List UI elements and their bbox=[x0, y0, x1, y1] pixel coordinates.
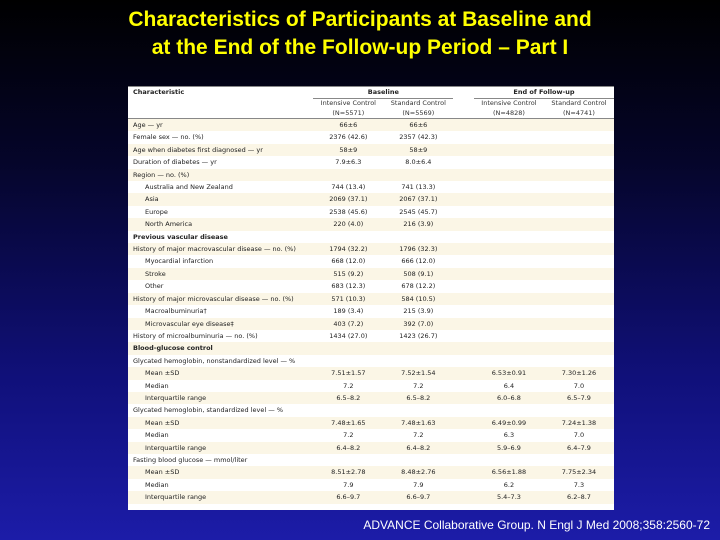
end-standard-value: 6.5–7.9 bbox=[567, 393, 591, 402]
row-label: History of microalbuminuria — no. (%) bbox=[133, 331, 258, 340]
row-label: Region — no. (%) bbox=[133, 170, 190, 179]
baseline-intensive-value: 7.2 bbox=[343, 381, 354, 390]
baseline-standard-value: 1423 (26.7) bbox=[399, 331, 438, 340]
baseline-intensive-value bbox=[313, 454, 383, 466]
end-standard-value bbox=[544, 181, 614, 193]
row-label: Female sex — no. (%) bbox=[133, 133, 204, 142]
end-intensive-value bbox=[474, 181, 544, 193]
citation: ADVANCE Collaborative Group. N Engl J Med 2008;358:2560-72 bbox=[363, 518, 710, 532]
row-label: Age when diabetes first diagnosed — yr bbox=[133, 145, 263, 154]
end-intensive-value: 6.53±0.91 bbox=[491, 369, 527, 378]
row-label: Age — yr bbox=[133, 121, 163, 129]
table-row bbox=[128, 268, 614, 280]
row-label: Fasting blood glucose — mmol/liter bbox=[133, 455, 248, 464]
end-standard-value bbox=[544, 305, 614, 317]
baseline-intensive-value: 6.5–8.2 bbox=[336, 393, 361, 402]
baseline-standard-value: 6.5–8.2 bbox=[406, 393, 431, 402]
table-row bbox=[128, 156, 614, 168]
end-intensive-value bbox=[474, 119, 544, 132]
end-standard-value bbox=[544, 280, 614, 292]
table-subheader-row bbox=[128, 99, 614, 109]
baseline-standard-value: 7.2 bbox=[413, 431, 424, 440]
baseline-intensive-value: 6.4–8.2 bbox=[336, 443, 361, 452]
baseline-standard-header: Standard Control bbox=[390, 99, 446, 107]
end-intensive-value: 6.2 bbox=[503, 480, 515, 489]
baseline-intensive-value: 7.48±1.65 bbox=[331, 418, 366, 427]
end-standard-value bbox=[544, 255, 614, 267]
end-intensive-value bbox=[474, 156, 544, 168]
baseline-standard-value: 6.6–9.7 bbox=[406, 493, 431, 502]
baseline-standard-value: 7.48±1.63 bbox=[401, 418, 436, 427]
baseline-standard-value: 2357 (42.3) bbox=[399, 133, 438, 142]
end-intensive-value: 6.49±0.99 bbox=[491, 418, 527, 427]
end-standard-value bbox=[544, 355, 614, 367]
table-row bbox=[128, 429, 614, 441]
end-standard-value bbox=[544, 330, 614, 342]
end-standard-value bbox=[544, 144, 614, 156]
end-standard-value: 6.2–8.7 bbox=[567, 493, 591, 502]
baseline-standard-value bbox=[383, 355, 453, 367]
table-row bbox=[128, 454, 614, 466]
baseline-standard-value bbox=[383, 169, 453, 181]
baseline-standard-value bbox=[383, 454, 453, 466]
baseline-header: Baseline bbox=[313, 87, 453, 99]
table-row bbox=[128, 119, 614, 132]
table-row bbox=[128, 169, 614, 181]
baseline-standard-value bbox=[383, 231, 453, 243]
end-intensive-value bbox=[474, 318, 544, 330]
row-label: Other bbox=[145, 282, 164, 291]
table-row bbox=[128, 305, 614, 317]
end-intensive-value bbox=[474, 131, 544, 143]
table-row bbox=[128, 193, 614, 205]
table-row bbox=[128, 392, 614, 404]
characteristic-header: Characteristic bbox=[133, 88, 185, 97]
baseline-intensive-value: 571 (10.3) bbox=[331, 294, 366, 303]
end-intensive-value bbox=[474, 454, 544, 466]
end-standard-value bbox=[544, 293, 614, 305]
baseline-intensive-value: 515 (9.2) bbox=[333, 269, 364, 278]
baseline-intensive-value: 683 (12.3) bbox=[331, 282, 366, 291]
end-standard-value bbox=[544, 193, 614, 205]
baseline-intensive-value: 2538 (45.6) bbox=[329, 207, 368, 216]
end-standard-value bbox=[544, 342, 614, 354]
baseline-intensive-value: 744 (13.4) bbox=[331, 183, 366, 192]
baseline-intensive-value: 1794 (32.2) bbox=[329, 245, 368, 254]
end-standard-value: 7.0 bbox=[573, 381, 585, 390]
row-label: Mean ±SD bbox=[145, 369, 180, 378]
row-label: Median bbox=[145, 431, 169, 440]
table-row bbox=[128, 293, 614, 305]
row-label: Australia and New Zealand bbox=[145, 183, 233, 192]
baseline-intensive-value: 220 (4.0) bbox=[333, 220, 364, 229]
row-label: Asia bbox=[145, 195, 159, 204]
row-label: Glycated hemoglobin, nonstandardized level — % bbox=[133, 356, 296, 365]
row-label: Stroke bbox=[145, 269, 166, 278]
table-row bbox=[128, 330, 614, 342]
end-intensive-value: 5.4–7.3 bbox=[496, 493, 521, 502]
table-row bbox=[128, 404, 614, 416]
row-label: Interquartile range bbox=[145, 493, 207, 502]
baseline-intensive-value: 668 (12.0) bbox=[331, 257, 366, 266]
table-row bbox=[128, 255, 614, 267]
baseline-standard-value: 741 (13.3) bbox=[401, 183, 436, 192]
end-intensive-value bbox=[474, 293, 544, 305]
end-standard-value: 7.3 bbox=[573, 480, 585, 489]
row-label: Microvascular eye disease‡ bbox=[145, 319, 234, 328]
baseline-intensive-n: (N=5571) bbox=[313, 109, 383, 119]
table-row bbox=[128, 131, 614, 143]
baseline-standard-value: 215 (3.9) bbox=[403, 307, 434, 316]
row-label: History of major microvascular disease — no. (%) bbox=[133, 294, 294, 303]
baseline-standard-value: 584 (10.5) bbox=[401, 294, 436, 303]
end-intensive-value bbox=[474, 268, 544, 280]
end-standard-header: Standard Control bbox=[551, 99, 607, 107]
slide-title bbox=[0, 6, 720, 62]
end-intensive-value: 6.4 bbox=[503, 381, 515, 390]
end-intensive-value bbox=[474, 280, 544, 292]
baseline-standard-value bbox=[383, 342, 453, 354]
baseline-standard-value: 216 (3.9) bbox=[403, 220, 434, 229]
end-intensive-value: 6.3 bbox=[503, 431, 515, 440]
baseline-standard-value: 7.2 bbox=[413, 381, 424, 390]
baseline-intensive-value: 7.2 bbox=[343, 431, 354, 440]
end-standard-value bbox=[544, 231, 614, 243]
end-standard-value bbox=[544, 454, 614, 466]
row-label: Interquartile range bbox=[145, 393, 207, 402]
row-label: North America bbox=[145, 220, 193, 229]
baseline-intensive-value: 2376 (42.6) bbox=[329, 133, 368, 142]
row-label: Glycated hemoglobin, standardized level — % bbox=[133, 406, 284, 415]
end-intensive-value bbox=[474, 144, 544, 156]
baseline-standard-value: 392 (7.0) bbox=[403, 319, 434, 328]
end-intensive-value bbox=[474, 193, 544, 205]
end-intensive-value bbox=[474, 206, 544, 218]
table-row bbox=[128, 218, 614, 230]
baseline-intensive-header: Intensive Control bbox=[320, 99, 376, 107]
table-header-row bbox=[128, 87, 614, 99]
baseline-standard-value: 58±9 bbox=[409, 145, 428, 154]
table-row bbox=[128, 181, 614, 193]
row-label: Median bbox=[145, 480, 169, 489]
end-intensive-value bbox=[474, 305, 544, 317]
table-row bbox=[128, 144, 614, 156]
end-standard-n: (N=4741) bbox=[544, 109, 614, 119]
row-label: Myocardial infarction bbox=[145, 257, 214, 266]
end-intensive-value bbox=[474, 243, 544, 255]
table-row bbox=[128, 380, 614, 392]
baseline-standard-value: 2545 (45.7) bbox=[399, 207, 438, 216]
slide-title-line-1: Characteristics of Participants at Baseline and bbox=[128, 8, 592, 31]
baseline-standard-value: 8.0±6.4 bbox=[405, 158, 432, 167]
row-label: Mean ±SD bbox=[145, 468, 180, 477]
end-intensive-value bbox=[474, 255, 544, 267]
row-label: Median bbox=[145, 381, 169, 390]
baseline-intensive-value bbox=[313, 231, 383, 243]
table-row bbox=[128, 280, 614, 292]
section-label: Previous vascular disease bbox=[133, 232, 228, 241]
row-label: Macroalbuminuria† bbox=[145, 307, 207, 316]
baseline-intensive-value: 66±6 bbox=[339, 121, 358, 129]
row-label: Mean ±SD bbox=[145, 418, 180, 427]
table-section-row bbox=[128, 342, 614, 354]
baseline-intensive-value: 6.6–9.7 bbox=[336, 493, 361, 502]
end-standard-value bbox=[544, 156, 614, 168]
baseline-standard-value: 2067 (37.1) bbox=[399, 195, 438, 204]
row-label: Duration of diabetes — yr bbox=[133, 158, 217, 167]
table-section-row bbox=[128, 231, 614, 243]
baseline-standard-value: 8.48±2.76 bbox=[401, 468, 436, 477]
end-intensive-header: Intensive Control bbox=[481, 99, 537, 107]
slide-title-line-2: at the End of the Follow-up Period – Part I bbox=[151, 36, 569, 59]
baseline-standard-value: 6.4–8.2 bbox=[406, 443, 431, 452]
baseline-intensive-value: 189 (3.4) bbox=[333, 307, 364, 316]
section-label: Blood-glucose control bbox=[133, 344, 213, 353]
table-row bbox=[128, 442, 614, 454]
baseline-intensive-value: 7.9±6.3 bbox=[335, 158, 362, 167]
baseline-intensive-value: 7.51±1.57 bbox=[331, 369, 366, 378]
baseline-intensive-value bbox=[313, 169, 383, 181]
end-intensive-value bbox=[474, 330, 544, 342]
end-intensive-value: 5.9–6.9 bbox=[496, 443, 521, 452]
table-row bbox=[128, 479, 614, 491]
end-standard-value: 7.0 bbox=[573, 431, 585, 440]
end-intensive-value bbox=[474, 218, 544, 230]
table-row bbox=[128, 466, 614, 478]
baseline-standard-value bbox=[383, 404, 453, 416]
end-standard-value bbox=[544, 243, 614, 255]
end-intensive-value: 6.0–6.8 bbox=[496, 393, 521, 402]
end-standard-value bbox=[544, 169, 614, 181]
table-row bbox=[128, 417, 614, 429]
baseline-standard-value: 678 (12.2) bbox=[401, 282, 436, 291]
table-row bbox=[128, 243, 614, 255]
baseline-standard-value: 666 (12.0) bbox=[401, 257, 436, 266]
baseline-intensive-value: 7.9 bbox=[343, 480, 354, 489]
baseline-standard-value: 7.9 bbox=[413, 480, 424, 489]
table-row bbox=[128, 206, 614, 218]
row-label: Interquartile range bbox=[145, 443, 207, 452]
end-standard-value bbox=[544, 404, 614, 416]
end-standard-value bbox=[544, 268, 614, 280]
row-label: History of major macrovascular disease — no. (%) bbox=[133, 245, 296, 254]
table-row bbox=[128, 367, 614, 379]
table-row bbox=[128, 318, 614, 330]
baseline-intensive-value bbox=[313, 342, 383, 354]
end-intensive-value bbox=[474, 231, 544, 243]
end-standard-value: 7.75±2.34 bbox=[561, 468, 597, 477]
end-standard-value bbox=[544, 131, 614, 143]
baseline-standard-n: (N=5569) bbox=[383, 109, 453, 119]
end-intensive-value bbox=[474, 169, 544, 181]
end-follow-up-header: End of Follow-up bbox=[474, 87, 614, 99]
characteristics-table-card bbox=[128, 86, 614, 510]
baseline-intensive-value bbox=[313, 355, 383, 367]
table-row bbox=[128, 491, 614, 503]
baseline-standard-value: 7.52±1.54 bbox=[401, 369, 436, 378]
table-row bbox=[128, 355, 614, 367]
baseline-intensive-value: 2069 (37.1) bbox=[329, 195, 368, 204]
end-intensive-value bbox=[474, 404, 544, 416]
end-standard-value: 7.24±1.38 bbox=[561, 418, 597, 427]
characteristics-table bbox=[128, 86, 614, 504]
end-intensive-value bbox=[474, 355, 544, 367]
baseline-intensive-value: 403 (7.2) bbox=[333, 319, 364, 328]
baseline-standard-value: 1796 (32.3) bbox=[399, 245, 438, 254]
end-intensive-value: 6.56±1.88 bbox=[491, 468, 527, 477]
end-standard-value: 7.30±1.26 bbox=[561, 369, 597, 378]
table-n-row bbox=[128, 109, 614, 119]
baseline-standard-value: 66±6 bbox=[409, 121, 428, 129]
end-standard-value: 6.4–7.9 bbox=[567, 443, 591, 452]
end-intensive-value bbox=[474, 342, 544, 354]
end-standard-value bbox=[544, 119, 614, 132]
end-standard-value bbox=[544, 206, 614, 218]
end-standard-value bbox=[544, 218, 614, 230]
end-intensive-n: (N=4828) bbox=[474, 109, 544, 119]
baseline-intensive-value: 8.51±2.78 bbox=[331, 468, 366, 477]
baseline-intensive-value bbox=[313, 404, 383, 416]
end-standard-value bbox=[544, 318, 614, 330]
row-label: Europe bbox=[145, 207, 168, 216]
baseline-intensive-value: 1434 (27.0) bbox=[329, 331, 368, 340]
baseline-intensive-value: 58±9 bbox=[339, 145, 358, 154]
baseline-standard-value: 508 (9.1) bbox=[403, 269, 434, 278]
